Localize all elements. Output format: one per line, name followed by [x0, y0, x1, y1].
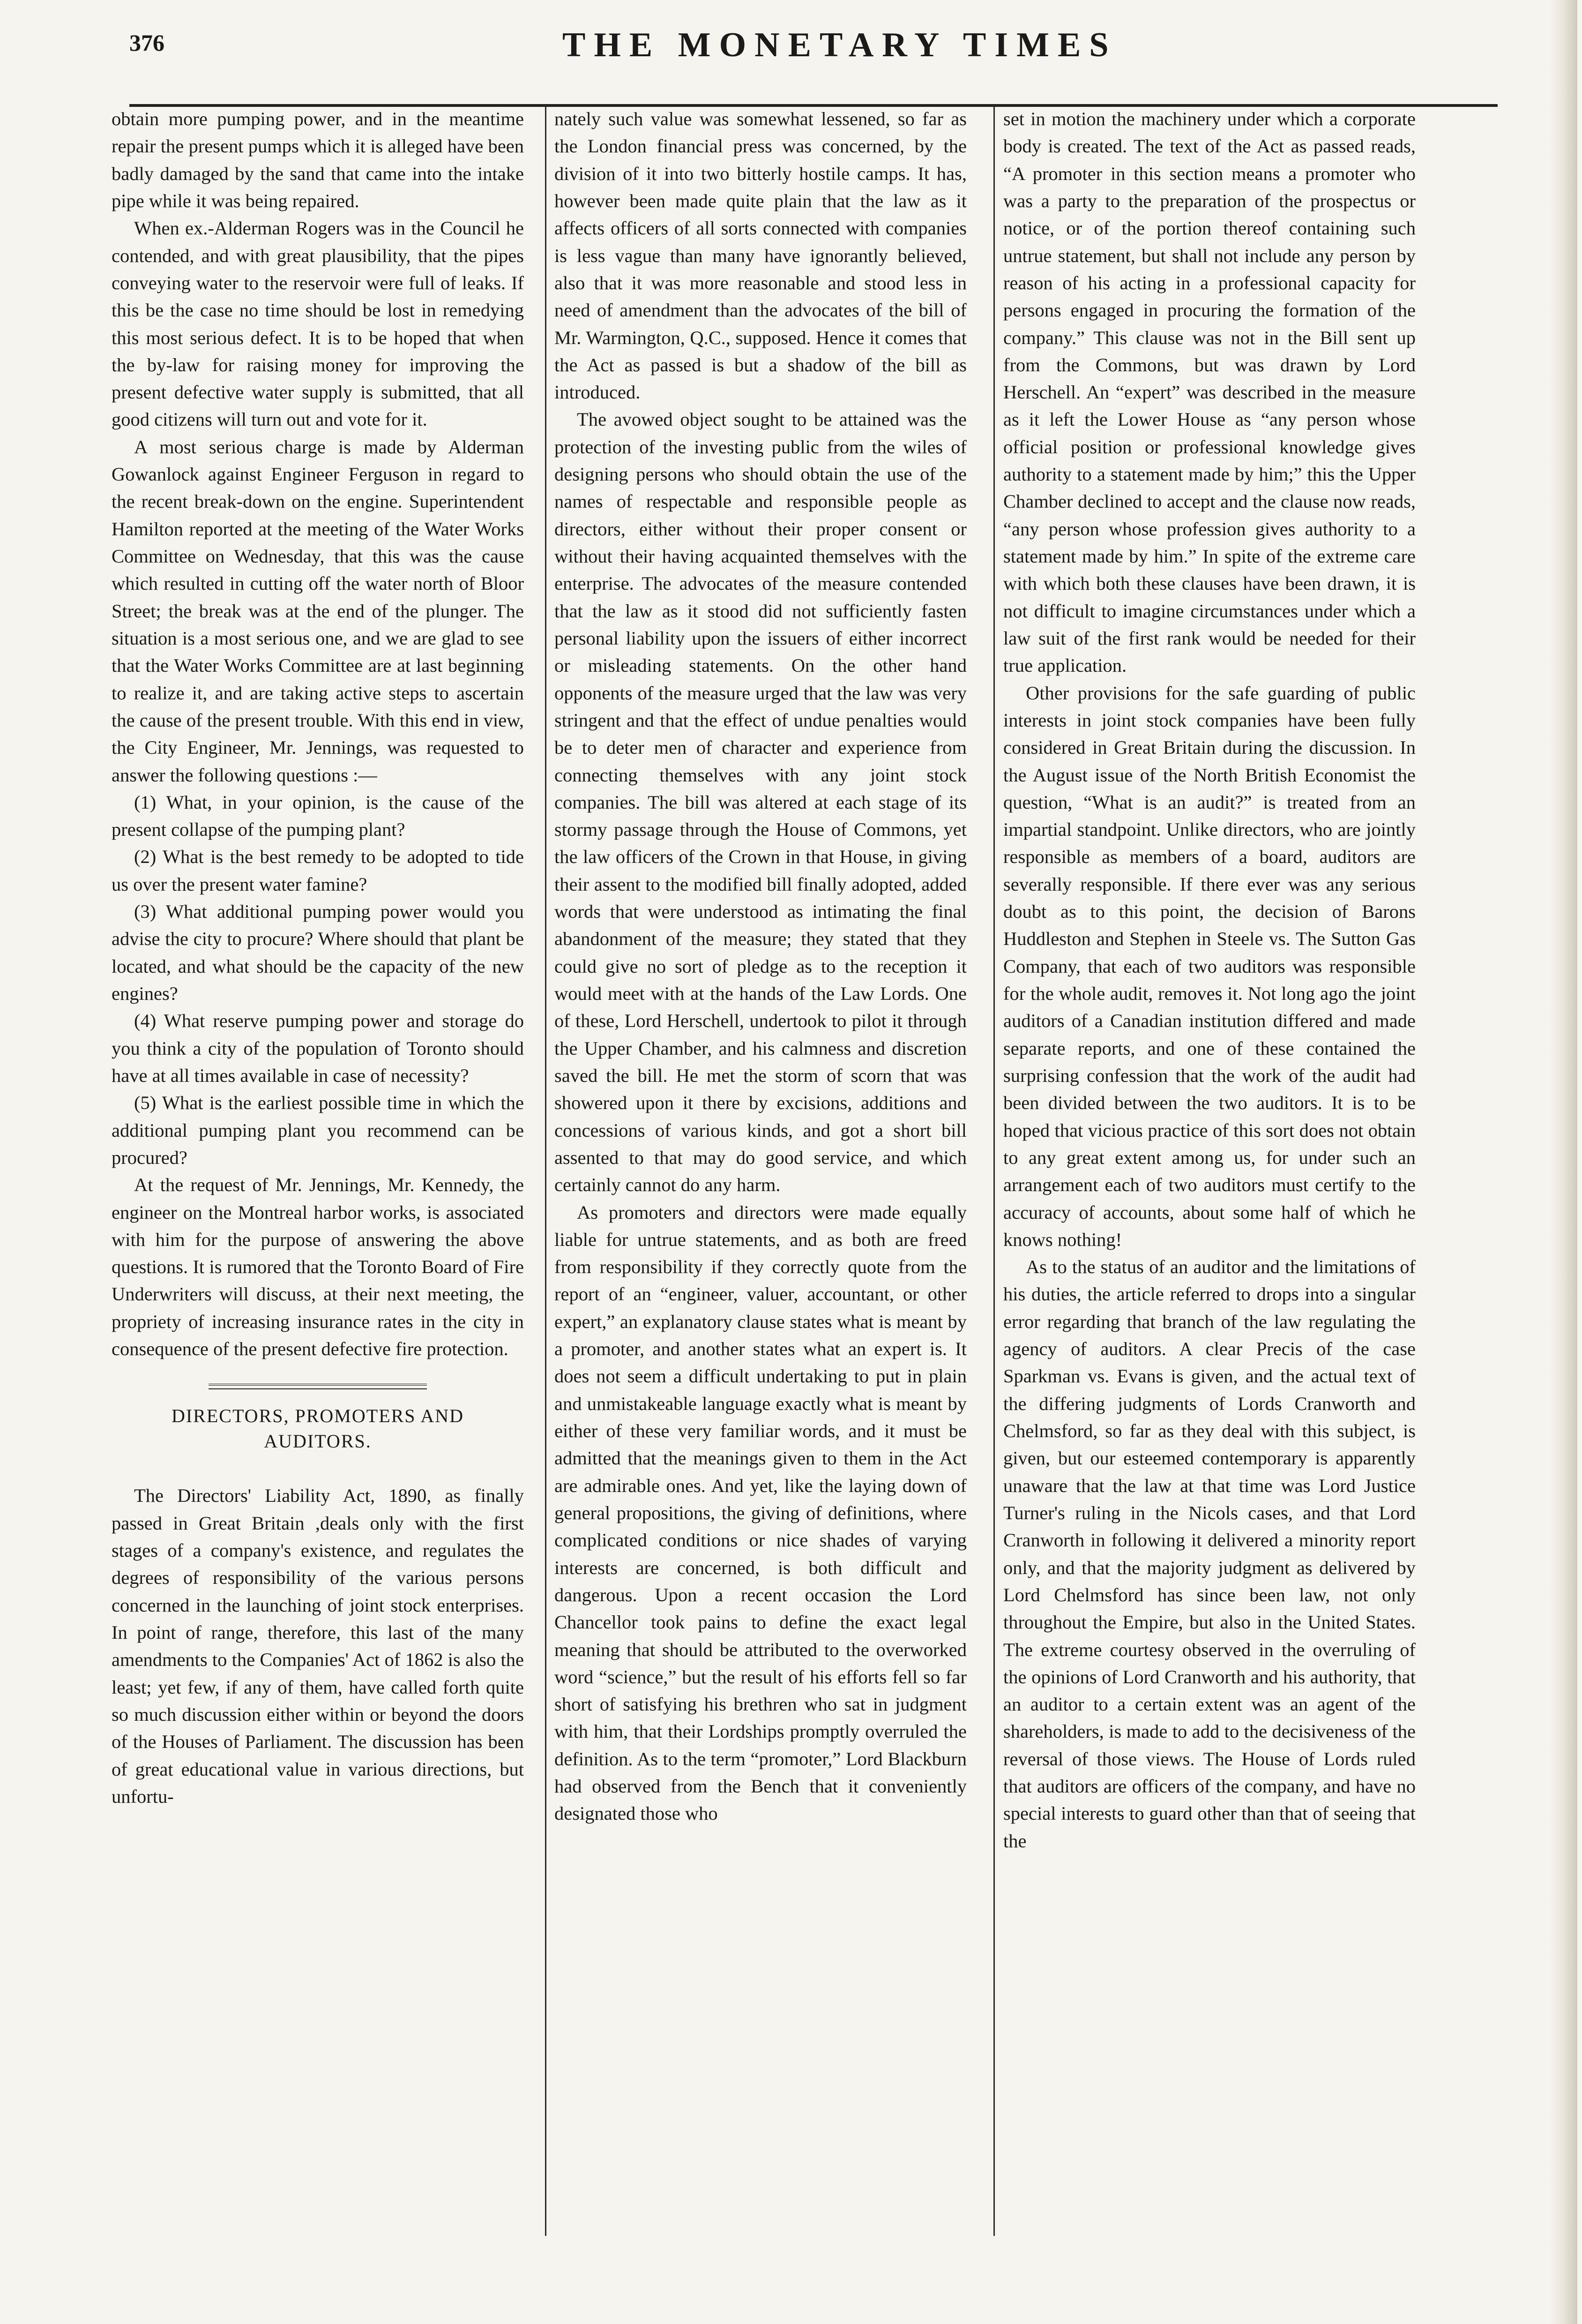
paragraph: A most serious charge is made by Alderman Gowanlock against Engineer Ferguson in regard to the recent break-down on the engine. Superintendent Hamilton reported at the meeting of the Water Works Committee on Wednesday, that this was the cause which resulted in cutting off the water north of Bloor Street; the break was at the end of the plunger. The situation is a most serious one, and we are glad to see that the Water Works Committee are at last beginning to realize it, and are taking active steps to ascertain the cause of the present trouble. With this end in view, the City Engineer, Mr. Jennings, was requested to answer the following questions :— [112, 436, 524, 786]
column-1 [112, 105, 524, 1810]
question-paragraph: (3) What additional pumping power would you advise the city to procure? Where should that plant be located, and what should be the capacity of the new engines? [112, 901, 524, 1004]
paragraph: The Directors' Liability Act, 1890, as finally passed in Great Britain ,deals only with the first stages of a company's existence, and regulates the degrees of responsibility of the various persons concerned in the launching of joint stock enterprises. In point of range, therefore, this last of the many amendments to the Companies' Act of 1862 is also the least; yet few, if any of them, have called forth quite so much discussion either within or beyond the doors of the Houses of Parliament. The discussion has been of great educational value in various directions, but unfortu- [112, 1485, 524, 1807]
paragraph: When ex.-Alderman Rogers was in the Council he contended, and with great plausibility, that the pipes conveying water to the reservoir were full of leaks. If this be the case no time should be lost in remedying this most serious defect. It is to be hoped that when the by-law for raising money for improving the present defective water supply is submitted, that all good citizens will turn out and vote for it. [112, 217, 524, 430]
question-paragraph: (4) What reserve pumping power and storage do you think a city of the population of Toronto should have at all times available in case of necessity? [112, 1010, 524, 1086]
column-3 [1003, 105, 1416, 1855]
page-header [94, 26, 1462, 85]
column-divider [993, 105, 995, 2236]
paragraph: As promoters and directors were made equally liable for untrue statements, and as both are freed from responsibility if they correctly quote from the report of an “engineer, valuer, accountant, or other expert,” an explanatory clause states what is meant by a promoter, and another states what an expert is. It does not seem a difficult undertaking to put in plain and unmistakeable language exactly what is meant by either of these very familiar words, and it must be admitted that the meanings given to them in the Act are admirable ones. And yet, like the laying down of general propositions, the giving of definitions, where complicated conditions or nice shades of varying interests are concerned, is both difficult and dangerous. Upon a recent occasion the Lord Chancellor took pains to define the exact legal meaning that should be attributed to the overworked word “science,” but the result of his efforts fell so far short of satisfying his brethren who sat in judgment with him, that their Lordships promptly overruled the definition. As to the term “promoter,” Lord Blackburn had observed from the Bench that it conveniently designated those who [554, 1201, 967, 1824]
column-divider [545, 105, 546, 2236]
section-heading: DIRECTORS, PROMOTERS AND AUDITORS. [171, 1405, 464, 1452]
paragraph: obtain more pumping power, and in the meantime repair the present pumps which it is alleged have been badly damaged by the sand that came into the intake pipe while it was being repaired. [112, 108, 524, 211]
paragraph: As to the status of an auditor and the limitations of his duties, the article referred to drops into a singular error regarding that branch of the law regulating the agency of auditors. A clear Precis of the case Sparkman vs. Evans is given, and the actual text of the differing judgments of Lords Cranworth and Chelmsford, so far as they deal with this subject, is given, but our esteemed contemporary is apparently unaware that the law at that time was Lord Justice Turner's ruling in the Nicols cases, and that Lord Cranworth in following it delivered a minority report only, and that the majority judgment as delivered by Lord Chelmsford has since been law, not only throughout the Empire, but also in the United States. The extreme courtesy observed in the overruling of the opinions of Lord Cranworth and his authority, that an auditor to a certain extent was an agent of the shareholders, is made to add to the decisiveness of the reversal of those views. The House of Lords ruled that auditors are officers of the company, and have no special interests to guard other than that of seeing that the [1003, 1256, 1416, 1852]
paragraph: The avowed object sought to be attained was the protection of the investing public from the wiles of designing persons who should obtain the use of the names of respectable and responsible people as directors, either without their proper consent or without their having acquainted themselves with the enterprise. The advocates of the measure contended that the law as it stood did not sufficiently fasten personal liability upon the issuers of either incorrect or misleading statements. On the other hand opponents of the measure urged that the law was very stringent and that the effect of undue penalties would be to deter men of character and experience from connecting themselves with any joint stock companies. The bill was altered at each stage of its stormy passage through the House of Commons, yet the law officers of the Crown in that House, in giving their assent to the modified bill finally adopted, added words that were understood as intimating the final abandonment of the measure; they stated that they could give no sort of pledge as to the reception it would meet with at the hands of the Law Lords. One of these, Lord Herschell, undertook to pilot it through the Upper Chamber, and his calmness and discretion saved the bill. He met the storm of scorn that was showered upon it there by excisions, additions and concessions of various kinds, and got a short bill assented to that may do good service, and which certainly cannot do any harm. [554, 409, 967, 1196]
paragraph: set in motion the machinery under which a corporate body is created. The text of the Act as passed reads, “A promoter in this section means a promoter who was a party to the preparation of the prospectus or notice, or of the portion thereof containing such untrue statement, but shall not include any person by reason of his acting in a professional capacity for persons engaged in procuring the formation of the company.” This clause was not in the Bill sent up from the Commons, but was drawn by Lord Herschell. An “expert” was described in the measure as it left the Lower House as “any person whose official position or professional knowledge gives authority to a statement made by him;” this the Upper Chamber declined to accept and the clause now reads, “any person whose profession gives authority to a statement made by him.” In spite of the extreme care with which both these clauses have been drawn, it is not difficult to imagine circumstances under which a law suit of the first rank would be needed for their true application. [1003, 108, 1416, 676]
paragraph: At the request of Mr. Jennings, Mr. Kennedy, the engineer on the Montreal harbor works, is associated with him for the purpose of answering the above questions. It is rumored that the Toronto Board of Fire Underwriters will discuss, at their next meeting, the propriety of increasing insurance rates in the city in consequence of the present defective fire protection. [112, 1174, 524, 1360]
column-2 [554, 105, 967, 1828]
question-paragraph: (1) What, in your opinion, is the cause of the present collapse of the pumping plant? [112, 791, 524, 840]
paragraph: Other provisions for the safe guarding of public interests in joint stock companies have been fully considered in Great Britain during the discussion. In the August issue of the North British Economist the question, “What is an audit?” is treated from an impartial standpoint. Unlike directors, who are jointly responsible as members of a board, auditors are severally responsible. If there ever was any serious doubt as to this point, the decision of Barons Huddleston and Stephen in Steele vs. The Sutton Gas Company, that each of two auditors was responsible for the whole audit, removes it. Not long ago the joint auditors of a Canadian institution differed and made separate reports, and one of these contained the surprising confession that the work of the audit had been divided between the two auditors. It is to be hoped that vicious practice of this sort does not obtain to any great extent among us, for under such an arrangement each of two auditors must certify to the accuracy of accounts, about some half of which he knows nothing! [1003, 682, 1416, 1250]
paragraph: nately such value was somewhat lessened, so far as the London financial press was concerned, by the division of it into two bitterly hostile camps. It has, however been made quite plain that the law as it affects officers of all sorts connected with companies is less vague than many have ignorantly believed, also that it was more reasonable and stood less in need of amendment than the advocates of the bill of Mr. Warmington, Q.C., supposed. Hence it comes that the Act as passed is but a shadow of the bill as introduced. [554, 108, 967, 403]
question-paragraph: (2) What is the best remedy to be adopted to tide us over the present water famine? [112, 846, 524, 895]
running-title: THE MONETARY TIMES [562, 26, 1117, 64]
section-divider [209, 1384, 427, 1389]
page-number: 376 [129, 30, 164, 56]
page-edge-shadow [1549, 0, 1577, 2324]
question-paragraph: (5) What is the earliest possible time in which the additional pumping plant you recommend can be procured? [112, 1092, 524, 1168]
